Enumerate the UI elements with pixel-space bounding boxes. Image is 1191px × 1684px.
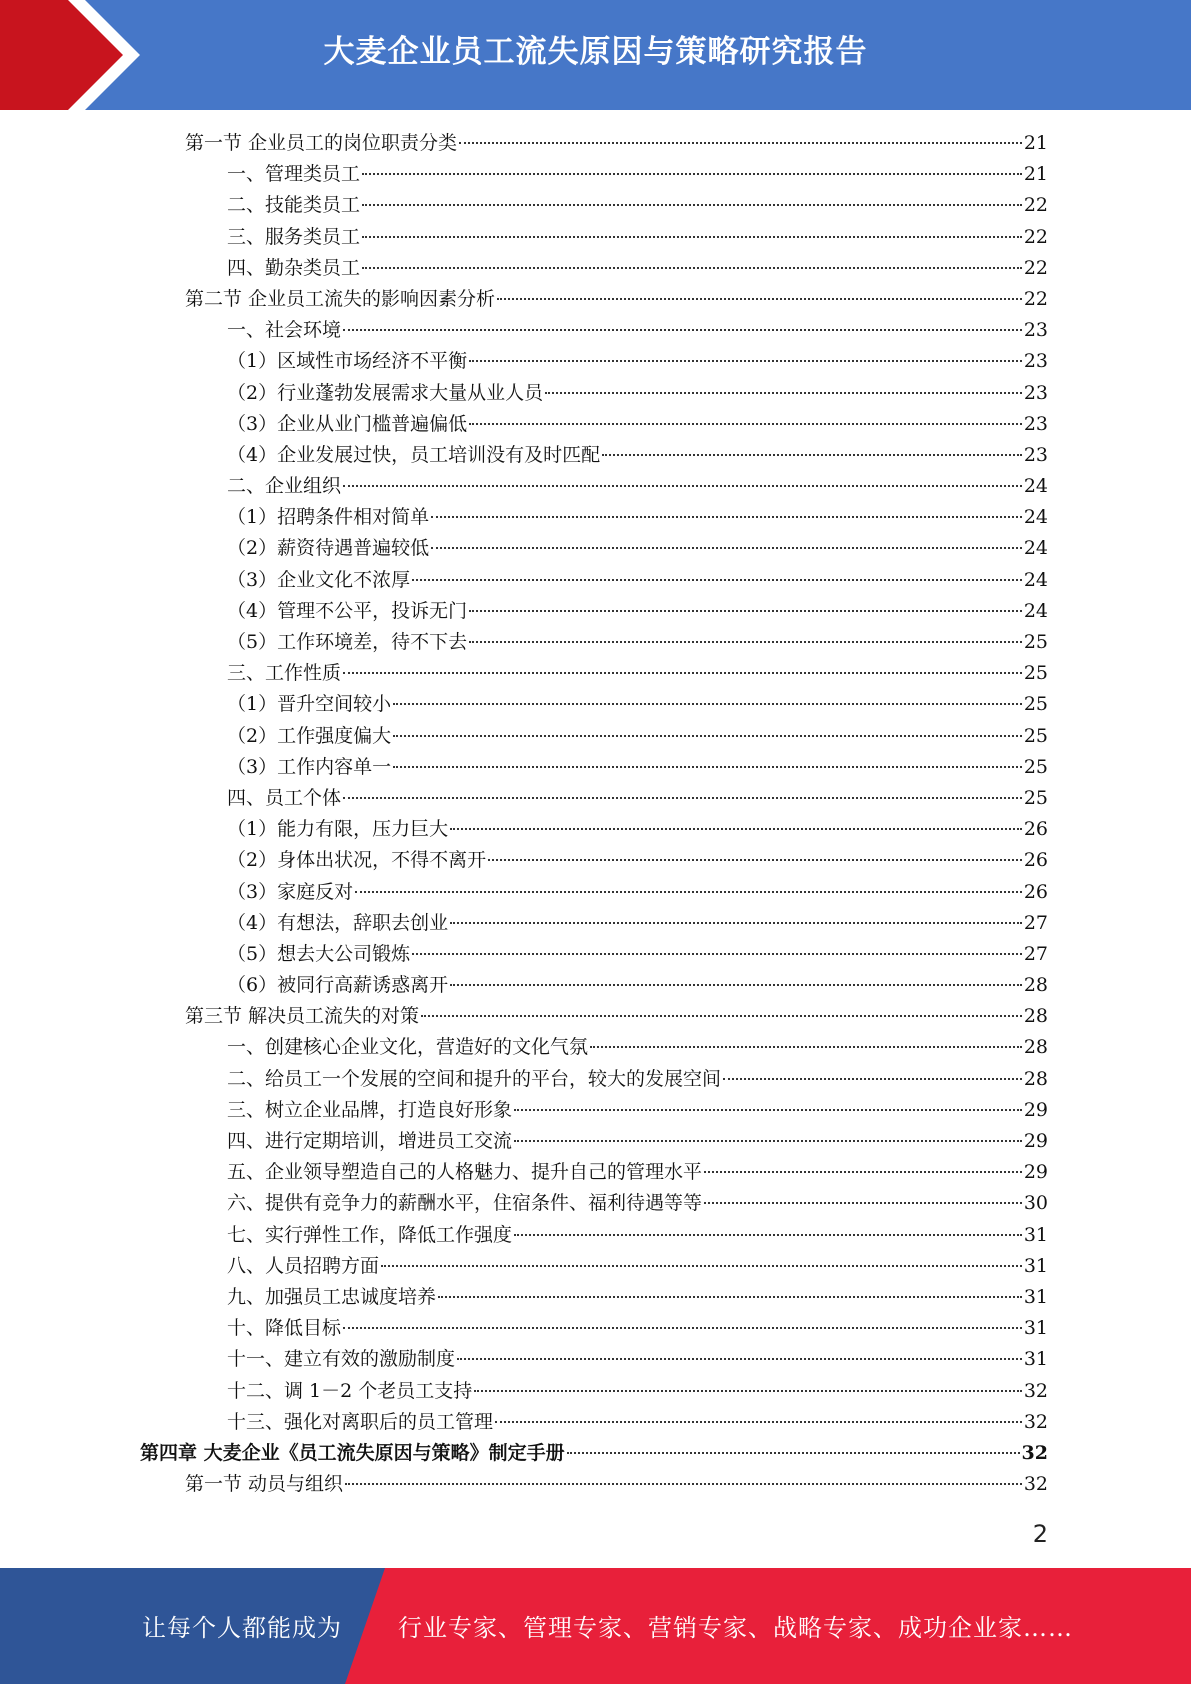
toc-entry-page: 21 <box>1023 163 1048 186</box>
toc-entry[interactable] <box>140 1282 1048 1313</box>
toc-entry[interactable] <box>140 689 1048 720</box>
toc-dot-leader <box>343 329 1022 331</box>
toc-entry-page: 24 <box>1023 475 1048 498</box>
toc-entry-title: （5）工作环境差，待不下去 <box>227 631 468 653</box>
toc-entry[interactable] <box>140 877 1048 908</box>
toc-entry-title: 一、创建核心企业文化，营造好的文化气氛 <box>227 1036 589 1059</box>
toc-entry-title: （3）企业文化不浓厚 <box>227 568 411 591</box>
toc-entry[interactable] <box>140 658 1048 689</box>
toc-entry-page: 26 <box>1023 849 1048 872</box>
toc-entry-title: （2）工作强度偏大 <box>227 724 392 747</box>
toc-entry-page: 25 <box>1023 786 1048 809</box>
toc-entry-page: 28 <box>1023 974 1048 997</box>
toc-entry[interactable] <box>140 908 1048 939</box>
toc-entry[interactable] <box>140 253 1048 284</box>
toc-dot-leader <box>602 454 1022 456</box>
toc-dot-leader <box>474 1390 1022 1392</box>
toc-entry-page: 21 <box>1023 132 1048 154</box>
toc-entry[interactable] <box>140 315 1048 346</box>
toc-dot-leader <box>450 922 1022 924</box>
toc-entry-page: 25 <box>1023 693 1048 716</box>
toc-entry-title: 四、勤杂类员工 <box>227 256 361 279</box>
toc-entry[interactable] <box>140 627 1048 658</box>
toc-entry-title: （4）管理不公平，投诉无门 <box>227 599 468 622</box>
toc-entry[interactable] <box>140 1157 1048 1188</box>
toc-entry-page: 24 <box>1023 568 1048 591</box>
toc-entry-title: 二、给员工一个发展的空间和提升的平台，较大的发展空间 <box>227 1067 722 1090</box>
toc-dot-leader <box>514 1234 1022 1236</box>
toc-entry-page: 23 <box>1023 412 1048 435</box>
toc-entry[interactable] <box>140 1188 1048 1219</box>
toc-dot-leader <box>362 204 1022 206</box>
toc-entry-page: 29 <box>1023 1098 1048 1121</box>
toc-entry-title: 十、降低目标 <box>227 1317 342 1340</box>
toc-entry-title: （1）能力有限，压力巨大 <box>227 818 449 841</box>
toc-dot-leader <box>514 1140 1022 1142</box>
toc-dot-leader <box>450 984 1022 986</box>
toc-entry-page: 22 <box>1023 194 1048 217</box>
toc-entry[interactable] <box>140 970 1048 1001</box>
toc-entry[interactable] <box>140 1344 1048 1375</box>
toc-entry[interactable] <box>140 783 1048 814</box>
toc-entry[interactable] <box>140 1376 1048 1407</box>
toc-entry-title: 二、技能类员工 <box>227 194 361 217</box>
toc-dot-leader <box>495 1421 1022 1423</box>
toc-entry-page: 28 <box>1023 1036 1048 1059</box>
toc-entry-title: 四、员工个体 <box>227 786 342 809</box>
page-footer <box>0 1568 1191 1684</box>
toc-entry-title: 十二、调 1－2 个老员工支持 <box>227 1379 473 1402</box>
toc-entry-page: 29 <box>1023 1161 1048 1184</box>
toc-entry-title: 三、服务类员工 <box>227 225 361 248</box>
toc-entry-title: （1）招聘条件相对简单 <box>227 506 430 529</box>
toc-entry[interactable] <box>140 1469 1048 1500</box>
toc-dot-leader <box>343 1327 1022 1329</box>
toc-entry-page: 25 <box>1023 631 1048 653</box>
toc-entry-page: 27 <box>1023 942 1048 965</box>
toc-entry-page: 30 <box>1023 1192 1048 1215</box>
toc-dot-leader <box>393 703 1022 705</box>
toc-entry[interactable] <box>140 1220 1048 1251</box>
toc-entry-title: 第二节 企业员工流失的影响因素分析 <box>185 287 496 310</box>
toc-entry[interactable] <box>140 222 1048 253</box>
toc-entry[interactable] <box>140 1251 1048 1282</box>
toc-dot-leader <box>343 485 1022 487</box>
toc-entry[interactable] <box>140 1438 1048 1469</box>
toc-dot-leader <box>459 142 1022 144</box>
toc-entry-page: 23 <box>1023 350 1048 373</box>
toc-entry[interactable] <box>140 814 1048 845</box>
toc-entry-title: 三、工作性质 <box>227 662 342 685</box>
toc-entry-page: 25 <box>1023 662 1048 685</box>
toc-entry-title: 第一节 企业员工的岗位职责分类 <box>185 132 458 154</box>
toc-entry-title: （3）企业从业门槛普遍偏低 <box>227 412 468 435</box>
toc-entry[interactable] <box>140 284 1048 315</box>
toc-entry-title: 第四章 大麦企业《员工流失原因与策略》制定手册 <box>140 1441 565 1464</box>
toc-dot-leader <box>362 267 1022 269</box>
toc-entry-page: 22 <box>1023 225 1048 248</box>
toc-entry[interactable] <box>140 1095 1048 1126</box>
toc-dot-leader <box>704 1171 1022 1173</box>
toc-dot-leader <box>343 797 1022 799</box>
toc-dot-leader <box>514 1109 1022 1111</box>
toc-entry-page: 31 <box>1023 1348 1048 1371</box>
toc-entry-title: 一、管理类员工 <box>227 163 361 186</box>
toc-entry[interactable] <box>140 1126 1048 1157</box>
toc-entry-title: （4）有想法，辞职去创业 <box>227 911 449 934</box>
toc-entry[interactable] <box>140 128 1048 159</box>
toc-entry-page: 32 <box>1023 1379 1048 1402</box>
toc-entry[interactable] <box>140 1064 1048 1095</box>
toc-dot-leader <box>469 423 1022 425</box>
toc-entry-page: 23 <box>1023 381 1048 404</box>
toc-entry-title: （2）身体出状况，不得不离开 <box>227 849 487 872</box>
toc-dot-leader <box>421 1015 1022 1017</box>
toc-entry-page: 22 <box>1023 287 1048 310</box>
toc-entry-title: 八、人员招聘方面 <box>227 1254 380 1277</box>
toc-entry-title: 七、实行弹性工作，降低工作强度 <box>227 1223 513 1246</box>
toc-entry-page: 23 <box>1023 319 1048 342</box>
toc-entry[interactable] <box>140 939 1048 970</box>
toc-dot-leader <box>393 766 1022 768</box>
toc-entry-title: （5）想去大公司锻炼 <box>227 942 411 965</box>
toc-entry[interactable] <box>140 190 1048 221</box>
toc-entry-title: （1）晋升空间较小 <box>227 693 392 716</box>
toc-entry-page: 32 <box>1021 1441 1048 1464</box>
toc-entry[interactable] <box>140 1001 1048 1032</box>
toc-dot-leader <box>469 641 1022 643</box>
toc-dot-leader <box>381 1265 1022 1267</box>
toc-dot-leader <box>345 1483 1022 1485</box>
toc-entry[interactable] <box>140 1313 1048 1344</box>
toc-entry-title: （6）被同行高薪诱惑离开 <box>227 974 449 997</box>
toc-entry-page: 24 <box>1023 537 1048 560</box>
toc-entry-page: 31 <box>1023 1254 1048 1277</box>
table-of-contents <box>140 128 1048 1500</box>
toc-entry[interactable] <box>140 1407 1048 1438</box>
toc-entry-page: 22 <box>1023 256 1048 279</box>
toc-entry[interactable] <box>140 471 1048 502</box>
toc-entry-page: 31 <box>1023 1285 1048 1308</box>
toc-dot-leader <box>393 735 1022 737</box>
toc-entry-title: （4）企业发展过快，员工培训没有及时匹配 <box>227 443 601 466</box>
toc-dot-leader <box>488 859 1022 861</box>
toc-dot-leader <box>469 360 1022 362</box>
document-title: 大麦企业员工流失原因与策略研究报告 <box>323 34 868 70</box>
toc-entry-title: 三、树立企业品牌，打造良好形象 <box>227 1098 513 1121</box>
toc-dot-leader <box>469 610 1022 612</box>
toc-dot-leader <box>362 173 1022 175</box>
toc-entry-page: 27 <box>1023 911 1048 934</box>
toc-entry-page: 32 <box>1023 1473 1048 1496</box>
toc-dot-leader <box>343 672 1022 674</box>
toc-entry-page: 23 <box>1023 443 1048 466</box>
toc-dot-leader <box>497 298 1022 300</box>
toc-entry-page: 25 <box>1023 724 1048 747</box>
toc-entry[interactable] <box>140 1032 1048 1063</box>
toc-entry-title: 二、企业组织 <box>227 475 342 498</box>
toc-dot-leader <box>438 1296 1022 1298</box>
toc-entry-page: 24 <box>1023 506 1048 529</box>
toc-entry-title: （1）区域性市场经济不平衡 <box>227 350 468 373</box>
toc-entry-title: 第一节 动员与组织 <box>185 1473 344 1496</box>
page-number: 2 <box>1032 1520 1048 1548</box>
toc-entry-title: 第三节 解决员工流失的对策 <box>185 1005 420 1028</box>
toc-entry[interactable] <box>140 159 1048 190</box>
toc-entry[interactable] <box>140 409 1048 440</box>
toc-entry-page: 31 <box>1023 1317 1048 1340</box>
toc-dot-leader <box>412 579 1022 581</box>
footer-slogan-left: 让每个人都能成为 <box>142 1614 342 1642</box>
toc-entry[interactable] <box>140 378 1048 409</box>
toc-entry-page: 26 <box>1023 818 1048 841</box>
toc-dot-leader <box>450 828 1022 830</box>
toc-entry[interactable] <box>140 533 1048 564</box>
toc-entry-page: 29 <box>1023 1130 1048 1152</box>
toc-dot-leader <box>545 392 1022 394</box>
toc-entry[interactable] <box>140 346 1048 377</box>
toc-dot-leader <box>590 1046 1022 1048</box>
toc-entry-page: 28 <box>1023 1005 1048 1028</box>
toc-entry[interactable] <box>140 565 1048 596</box>
toc-dot-leader <box>362 236 1022 238</box>
toc-entry-title: 四、进行定期培训，增进员工交流 <box>227 1130 513 1152</box>
toc-entry-title: （3）工作内容单一 <box>227 755 392 778</box>
toc-dot-leader <box>355 891 1022 893</box>
toc-entry[interactable] <box>140 721 1048 752</box>
toc-entry-page: 32 <box>1023 1410 1048 1433</box>
footer-slogan-right: 行业专家、管理专家、营销专家、战略专家、成功企业家…… <box>398 1614 1073 1642</box>
toc-entry-page: 28 <box>1023 1067 1048 1090</box>
toc-dot-leader <box>457 1358 1022 1360</box>
toc-entry-title: （2）薪资待遇普遍较低 <box>227 537 430 560</box>
toc-entry[interactable] <box>140 752 1048 783</box>
toc-dot-leader <box>723 1078 1022 1080</box>
toc-entry-title: 五、企业领导塑造自己的人格魅力、提升自己的管理水平 <box>227 1161 703 1184</box>
toc-entry-page: 26 <box>1023 880 1048 903</box>
toc-entry[interactable] <box>140 502 1048 533</box>
toc-entry-title: 六、提供有竞争力的薪酬水平，住宿条件、福利待遇等等 <box>227 1192 703 1215</box>
toc-dot-leader <box>567 1452 1020 1454</box>
toc-entry-page: 25 <box>1023 755 1048 778</box>
toc-entry[interactable] <box>140 596 1048 627</box>
toc-entry[interactable] <box>140 440 1048 471</box>
toc-entry[interactable] <box>140 845 1048 876</box>
toc-entry-page: 31 <box>1023 1223 1048 1246</box>
toc-entry-title: （3）家庭反对 <box>227 880 354 903</box>
toc-entry-title: 十一、建立有效的激励制度 <box>227 1348 456 1371</box>
toc-dot-leader <box>431 547 1022 549</box>
toc-entry-title: （2）行业蓬勃发展需求大量从业人员 <box>227 381 544 404</box>
toc-entry-title: 十三、强化对离职后的员工管理 <box>227 1410 494 1433</box>
toc-entry-title: 九、加强员工忠诚度培养 <box>227 1285 437 1308</box>
page-header <box>0 0 1191 110</box>
toc-entry-title: 一、社会环境 <box>227 319 342 342</box>
toc-dot-leader <box>412 953 1022 955</box>
toc-dot-leader <box>431 516 1022 518</box>
toc-dot-leader <box>704 1202 1022 1204</box>
toc-entry-page: 24 <box>1023 599 1048 622</box>
